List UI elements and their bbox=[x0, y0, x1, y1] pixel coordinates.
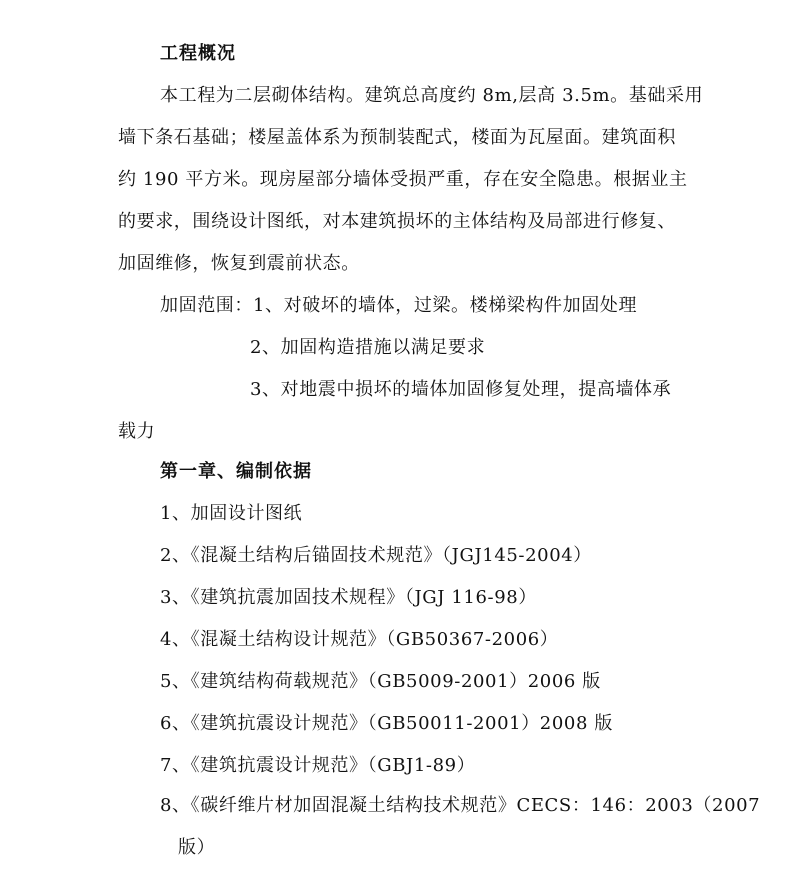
overview-paragraph-line: 约 190 平方米。现房屋部分墙体受损严重，存在安全隐患。根据业主 bbox=[118, 169, 688, 190]
scope-line: 3、对地震中损坏的墙体加固修复处理，提高墙体承 bbox=[250, 379, 672, 400]
reference-item-continuation: 版） bbox=[178, 837, 216, 858]
overview-paragraph-line: 墙下条石基础；楼屋盖体系为预制装配式，楼面为瓦屋面。建筑面积 bbox=[118, 127, 676, 148]
section-title-overview: 工程概况 bbox=[160, 43, 236, 64]
scope-line: 2、加固构造措施以满足要求 bbox=[250, 337, 486, 358]
overview-paragraph-line: 本工程为二层砌体结构。建筑总高度约 8m,层高 3.5m。基础采用 bbox=[160, 85, 704, 106]
scope-line: 载力 bbox=[118, 421, 156, 442]
reference-item: 1、加固设计图纸 bbox=[160, 503, 303, 524]
reference-item: 5、《建筑结构荷载规范》（GB5009-2001）2006 版 bbox=[160, 671, 601, 692]
overview-paragraph-line: 的要求，围绕设计图纸，对本建筑损坏的主体结构及局部进行修复、 bbox=[118, 211, 676, 232]
reference-item: 2、《混凝土结构后锚固技术规范》（JGJ145-2004） bbox=[160, 545, 592, 566]
reference-item: 7、《建筑抗震设计规范》（GBJ1-89） bbox=[160, 755, 476, 776]
overview-paragraph-line: 加固维修，恢复到震前状态。 bbox=[118, 253, 360, 274]
chapter-title: 第一章、编制依据 bbox=[160, 461, 312, 482]
reference-item: 3、《建筑抗震加固技术规程》（JGJ 116-98） bbox=[160, 587, 537, 608]
scope-line: 加固范围：1、对破坏的墙体，过梁。楼梯梁构件加固处理 bbox=[160, 295, 638, 316]
reference-item: 6、《建筑抗震设计规范》（GB50011-2001）2008 版 bbox=[160, 713, 613, 734]
reference-item: 8、《碳纤维片材加固混凝土结构技术规范》CECS：146：2003（2007 bbox=[160, 795, 761, 816]
reference-item: 4、《混凝土结构设计规范》（GB50367-2006） bbox=[160, 629, 559, 650]
